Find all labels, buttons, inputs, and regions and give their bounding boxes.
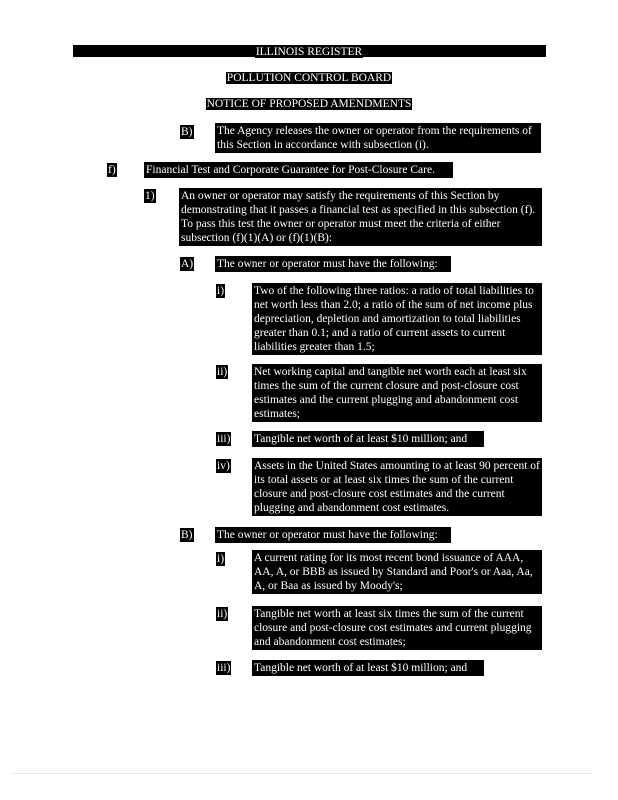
item-text-Bii: Tangible net worth at least six times the sum of the current closure and post-closure cost estimates and current plugging and abandonment cost estimates;: [252, 606, 542, 650]
item-text-f: Financial Test and Corporate Guarantee for Post-Closure Care.: [144, 162, 453, 178]
item-text-B: The owner or operator must have the following:: [215, 527, 451, 543]
item-label-Aii: ii): [217, 366, 228, 378]
item-label-f: f): [108, 164, 116, 176]
item-label-f1: 1): [145, 190, 155, 202]
item-text-f1: An owner or operator may satisfy the requirements of this Section by demonstrating that it passes a financial test as specified in this subsection (f). To pass this test the owner or operator must meet the criteria of either subsection (f)(1)(A) or (f)(1)(B):: [179, 188, 542, 246]
item-label-Bi: i): [217, 553, 225, 565]
item-label-Aiv: iv): [217, 460, 230, 472]
item-text-Biii: Tangible net worth of at least $10 million; and: [252, 660, 484, 676]
footer-divider: [10, 773, 592, 774]
item-text-Aiii: Tangible net worth of at least $10 million; and: [252, 431, 484, 447]
item-label-A: A): [181, 258, 194, 270]
register-title-text: ILLINOIS REGISTER: [255, 46, 363, 58]
board-title: [0, 71, 618, 85]
item-text-Ai: Two of the following three ratios: a ratio of total liabilities to net worth less than 2.0; a ratio of the sum of net income plus depreciation, depletion and amortization to total liabilities greater than 0.1; and a ratio of current assets to current liabilities greater than 1.5;: [252, 283, 542, 355]
item-label-Bii: ii): [217, 608, 228, 620]
register-title: [0, 45, 618, 59]
item-text-A: The owner or operator must have the following:: [215, 256, 451, 272]
item-text-b-prev: The Agency releases the owner or operator from the requirements of this Section in accordance with subsection (i).: [215, 123, 541, 153]
board-title-text: POLLUTION CONTROL BOARD: [226, 72, 392, 84]
item-label-Aiii: iii): [217, 433, 231, 445]
notice-title-text: NOTICE OF PROPOSED AMENDMENTS: [206, 98, 412, 110]
item-text-Bi: A current rating for its most recent bond issuance of AAA, AA, A, or BBB as issued by Standard and Poor's or Aaa, Aa, A, or Baa as issued by Moody's;: [252, 550, 542, 594]
item-label-B: B): [181, 529, 193, 541]
item-text-Aii: Net working capital and tangible net worth each at least six times the sum of the current closure and post-closure cost estimates and the current plugging and abandonment cost estimates;: [252, 364, 542, 422]
item-label-Biii: iii): [217, 662, 231, 674]
item-label-Ai: i): [217, 285, 225, 297]
item-label-b-prev: B): [181, 126, 193, 138]
notice-title: [0, 97, 618, 111]
item-text-Aiv: Assets in the United States amounting to at least 90 percent of its total assets or at least six times the sum of the current closure and post-closure cost estimates and the current plugging and abandonment cost estimates.: [252, 458, 542, 516]
